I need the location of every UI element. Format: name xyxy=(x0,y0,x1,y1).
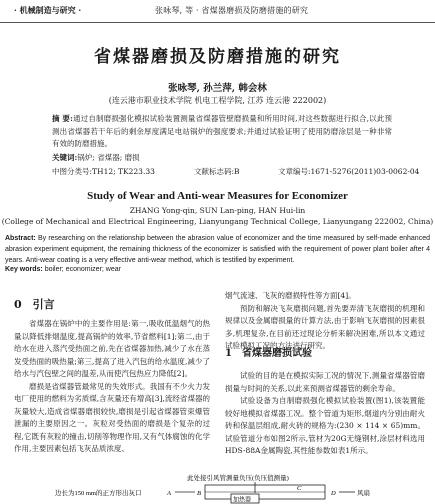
paper-title-cn: 省煤器磨损及防磨措施的研究 xyxy=(94,47,341,67)
keywords-cn-text: 锅炉; 省煤器; 磨损 xyxy=(77,153,140,162)
keywords-en xyxy=(5,266,430,273)
abstract-en xyxy=(5,233,430,266)
intro-paragraph-3: 预防和解决飞灰磨损问题,首先要弄清飞灰磨损的机理和规律以及金属磨损量的计算方法,由于影响飞灰磨损的因素很多,机理复杂,在目前还过现论分析来解决困难,所以本文通过试验模拟工况的方法进行研究。 xyxy=(225,303,425,350)
affiliation-cn: (连云港市职业技术学院 机电工程学院, 江苏 连云港 222002) xyxy=(108,96,327,105)
abstract-en-text: By researching on the relationship between the abrasion value of economizer and the time measured by self-made enhanced abrasion experiment equipment, the remaining thickness of the economizer is satisfied with the requirement of power plant boiler after 4 years. Anti-wear coating is a very effective anti-wear method, which is testified by experiment. xyxy=(5,235,430,264)
wear-test-paragraph-1: 试验的目的是在模拟实际工况的情况下,测量省煤器管磨损量与时间的关系,以此来预测省煤器管的剩余寿命。 xyxy=(225,371,425,393)
introduction-left-column xyxy=(14,318,210,456)
figure-label-a: A xyxy=(167,490,171,497)
figure-left-text: 边长为150 mm的正方形出灰口 xyxy=(55,490,142,497)
journal-name: · 机械制造与研究 · xyxy=(14,5,82,15)
abstract-cn-text: 通过自制磨损强化模拟试验装置测量省煤器管壁磨损量和所用时间,对这些数据进行拟合,以此预测出省煤器若干年后的剩余厚度满足电站锅炉的强度要求;并通过试验证明了使用防磨涂层是一种非常有效的防磨措施。 xyxy=(52,114,392,148)
abstract-cn xyxy=(52,113,392,151)
abstract-en-label: Abstract: xyxy=(5,235,36,242)
keywords-cn-label: 关键词: xyxy=(52,153,78,162)
intro-paragraph-2: 磨损是省煤器管最常见的失效形式。我国有不少火力发电厂使用的燃料为劣质煤,含灰量还有增高[3],流经省煤器的灰量较大,造成省煤器磨损较快,磨损是引起省煤器管束爆管泄漏的主要原因之一。灰粒对受热面的磨损是个复杂的过程,它既有灰粒的撞击,切削等物理作用,又有气体腐蚀的化学作用,主要因素包括飞灰品质浓度、 xyxy=(14,381,210,453)
figure-top-label: 此处接引风管测量负压(负压值测量) xyxy=(187,475,289,482)
paper-title-en: Study of Wear and Anti-wear Measures for Economizer xyxy=(87,190,348,202)
running-header xyxy=(0,0,435,23)
figure-fan-label: 风扇 xyxy=(357,489,370,497)
intro-continued-text: 烟气流速、飞灰的磨损特性等方面[4]。 xyxy=(225,291,356,300)
running-title: 张咏琴, 等 · 省煤器磨损及防磨措施的研究 xyxy=(155,6,309,15)
experiment-device-figure xyxy=(55,471,385,504)
authors-en: ZHANG Yong-qin, SUN Lan-ping, HAN Hui-lin xyxy=(129,206,306,215)
authors-cn: 张咏琴, 孙兰萍, 韩会林 xyxy=(168,83,267,94)
section-heading-introduction: 0 引言 xyxy=(14,298,55,311)
keywords-en-text: boiler; economizer; wear xyxy=(44,266,121,273)
wear-test-column xyxy=(225,370,425,458)
figure-label-d: D xyxy=(331,490,336,497)
affiliation-en: (College of Mechanical and Electrical Engineering, Lianyungang Technical College, Lianyungang 222002, China) xyxy=(1,217,434,226)
figure-label-b: B xyxy=(197,490,201,497)
figure-heater-label: 加热器 xyxy=(233,496,252,504)
doc-code: 文献标志码:B xyxy=(194,167,240,176)
keywords-en-label: Key words: xyxy=(5,266,43,273)
abstract-cn-label: 摘 要: xyxy=(52,114,73,123)
intro-paragraph-1: 省煤器在锅炉中的主要作用是:第一,吸收低温烟气的热量以降低排烟温度,提高锅炉的效率,节省燃料[1];第二,由于给水在进入蒸汽受热面之前,先在省煤器加热,减少了水在蒸发受热面的吸热量;第三,提高了进入汽包的给水温度,减少了给水与汽包壁之间的温差,从而使汽包热应力降低[2]。 xyxy=(14,319,210,378)
figure-label-c: C xyxy=(297,485,302,492)
section-heading-wear-test: 1 省煤器磨损试验 xyxy=(225,348,312,359)
wear-test-paragraph-2: 试验设备为自制磨损强化模拟试验装置(图1),该装置能较好地模拟省煤器工况。整个管道为矩形,烟道内分别由耐火砖和保温层组成,耐火砖的规格为:(230 × 114 × 65)mm。试验管道分布如图2所示,管材为20G无缝钢材,涂层材料选用HDS-88A金属陶瓷,其性能参数如表1所示。 xyxy=(225,396,425,455)
article-number: 文章编号:1671-5276(2011)03-0062-04 xyxy=(278,167,420,176)
clc-number: 中图分类号:TH12; TK223.33 xyxy=(52,167,155,176)
keywords-cn xyxy=(52,152,392,163)
